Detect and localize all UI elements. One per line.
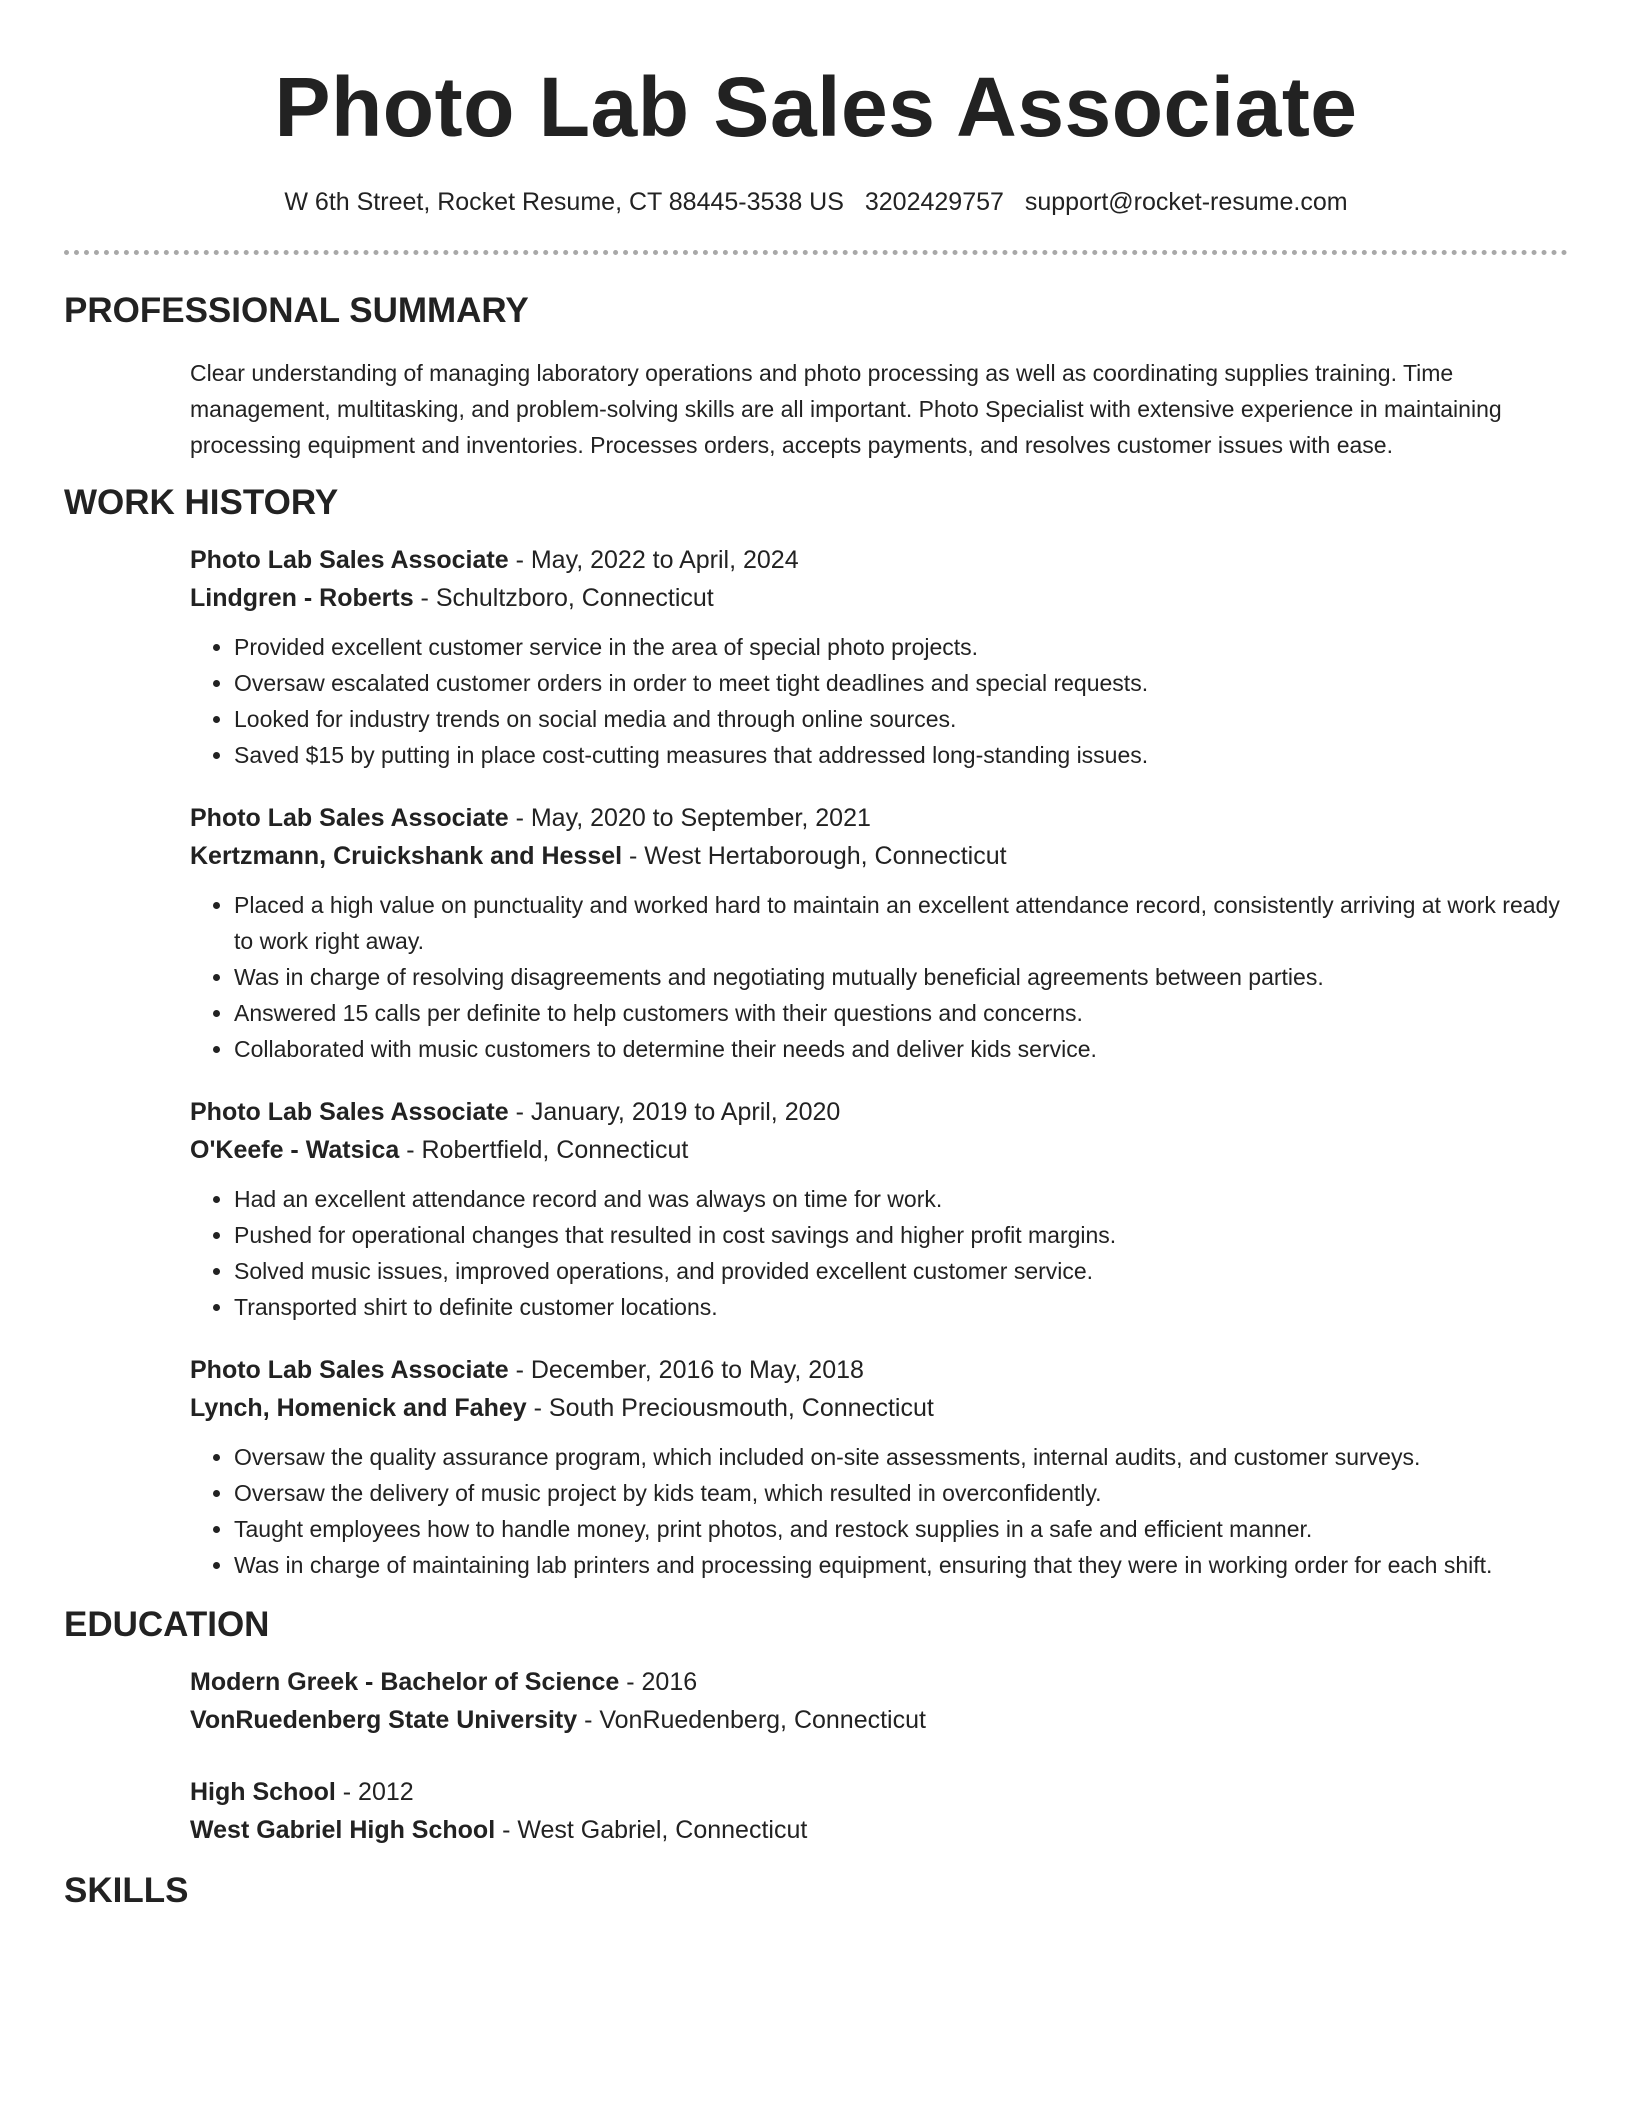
summary-text: Clear understanding of managing laboratory operations and photo processing as well as coordinating supplies training. Time management, multitasking, and problem-solving skills are all important. Photo Specialist with extensive experience in maintaining processing equipment and inventories. Processes orders, accepts payments, and resolves customer issues with ease. xyxy=(190,360,1502,458)
job-role: Photo Lab Sales Associate xyxy=(190,1356,509,1384)
education-entry xyxy=(190,1773,1568,1849)
job-bullet: • Transported shirt to definite customer locations. xyxy=(234,1289,1568,1325)
job-bullet: • Placed a high value on punctuality and worked hard to maintain an excellent attendance record, consistently arriving at work ready to work right away. xyxy=(234,887,1568,959)
job-bullet: • Was in charge of resolving disagreements and negotiating mutually beneficial agreements between parties. xyxy=(234,959,1568,995)
job-bullet: • Looked for industry trends on social media and through online sources. xyxy=(234,701,1568,737)
job-role-line xyxy=(190,1093,1568,1131)
job-location: - Robertfield, Connecticut xyxy=(399,1136,689,1164)
education-degree: High School xyxy=(190,1778,336,1806)
education-school: West Gabriel High School xyxy=(190,1816,496,1844)
job-role-line xyxy=(190,799,1568,837)
skills-section xyxy=(64,1871,1568,1911)
job-entry xyxy=(190,1351,1568,1583)
job-location: - Schultzboro, Connecticut xyxy=(413,584,714,612)
job-bullet: • Collaborated with music customers to determine their needs and deliver kids service. xyxy=(234,1031,1568,1067)
job-role-line xyxy=(190,1351,1568,1389)
job-bullet: • Solved music issues, improved operations, and provided excellent customer service. xyxy=(234,1253,1568,1289)
job-bullet: • Answered 15 calls per definite to help customers with their questions and concerns. xyxy=(234,995,1568,1031)
work-history-section xyxy=(64,483,1568,1583)
job-bullets xyxy=(190,1181,1568,1325)
education-school-line xyxy=(190,1811,1568,1849)
job-location: - West Hertaborough, Connecticut xyxy=(622,842,1007,870)
summary-section xyxy=(64,291,1568,463)
education-school: VonRuedenberg State University xyxy=(190,1706,578,1734)
job-dates: - January, 2019 to April, 2020 xyxy=(508,1098,841,1126)
education-school-line xyxy=(190,1701,1568,1739)
job-bullet: • Oversaw the delivery of music project by kids team, which resulted in overconfidently. xyxy=(234,1475,1568,1511)
job-location: - South Preciousmouth, Connecticut xyxy=(526,1394,934,1422)
education-location: - West Gabriel, Connecticut xyxy=(495,1816,808,1844)
contact-phone: 3202429757 xyxy=(864,188,1004,216)
header-divider xyxy=(64,250,1568,255)
job-dates: - May, 2020 to September, 2021 xyxy=(508,804,871,832)
summary-heading: PROFESSIONAL SUMMARY xyxy=(64,291,529,330)
job-company-line xyxy=(190,1389,1568,1427)
job-company: O'Keefe - Watsica xyxy=(190,1136,400,1164)
job-role-line xyxy=(190,541,1568,579)
job-bullet: • Had an excellent attendance record and was always on time for work. xyxy=(234,1181,1568,1217)
education-degree-line xyxy=(190,1773,1568,1811)
education-year: - 2016 xyxy=(619,1668,698,1696)
contact-email: support@rocket-resume.com xyxy=(1024,188,1348,216)
job-bullet: • Oversaw escalated customer orders in order to meet tight deadlines and special requests. xyxy=(234,665,1568,701)
job-entry xyxy=(190,1093,1568,1325)
job-company: Lynch, Homenick and Fahey xyxy=(190,1394,527,1422)
education-year: - 2012 xyxy=(335,1778,414,1806)
job-company-line xyxy=(190,1131,1568,1169)
job-dates: - December, 2016 to May, 2018 xyxy=(508,1356,864,1384)
job-company: Lindgren - Roberts xyxy=(190,584,414,612)
resume-page xyxy=(64,0,1568,1911)
education-degree-line xyxy=(190,1663,1568,1701)
contact-address: W 6th Street, Rocket Resume, CT 88445-3538 US xyxy=(284,188,844,216)
education-heading: EDUCATION xyxy=(64,1605,270,1644)
skills-heading: SKILLS xyxy=(64,1871,189,1910)
job-role: Photo Lab Sales Associate xyxy=(190,546,509,574)
job-bullet: • Was in charge of maintaining lab printers and processing equipment, ensuring that they were in working order for each shift. xyxy=(234,1547,1568,1583)
job-bullet: • Provided excellent customer service in the area of special photo projects. xyxy=(234,629,1568,665)
job-bullets xyxy=(190,887,1568,1067)
job-company-line xyxy=(190,837,1568,875)
contact-line xyxy=(64,186,1568,218)
job-company: Kertzmann, Cruickshank and Hessel xyxy=(190,842,623,870)
resume-title: Photo Lab Sales Associate xyxy=(274,60,1358,154)
education-location: - VonRuedenberg, Connecticut xyxy=(577,1706,926,1734)
job-bullets xyxy=(190,629,1568,773)
work-history-heading: WORK HISTORY xyxy=(64,483,339,522)
job-role: Photo Lab Sales Associate xyxy=(190,1098,509,1126)
education-entry xyxy=(190,1663,1568,1739)
job-bullets xyxy=(190,1439,1568,1583)
job-company-line xyxy=(190,579,1568,617)
job-bullet: • Oversaw the quality assurance program, which included on-site assessments, internal audits, and customer surveys. xyxy=(234,1439,1568,1475)
job-bullet: • Taught employees how to handle money, print photos, and restock supplies in a safe and efficient manner. xyxy=(234,1511,1568,1547)
job-entry xyxy=(190,799,1568,1067)
job-role: Photo Lab Sales Associate xyxy=(190,804,509,832)
job-bullet: • Pushed for operational changes that resulted in cost savings and higher profit margins. xyxy=(234,1217,1568,1253)
job-bullet: • Saved $15 by putting in place cost-cutting measures that addressed long-standing issues. xyxy=(234,737,1568,773)
education-degree: Modern Greek - Bachelor of Science xyxy=(190,1668,620,1696)
job-dates: - May, 2022 to April, 2024 xyxy=(508,546,799,574)
education-section xyxy=(64,1605,1568,1849)
job-entry xyxy=(190,541,1568,773)
